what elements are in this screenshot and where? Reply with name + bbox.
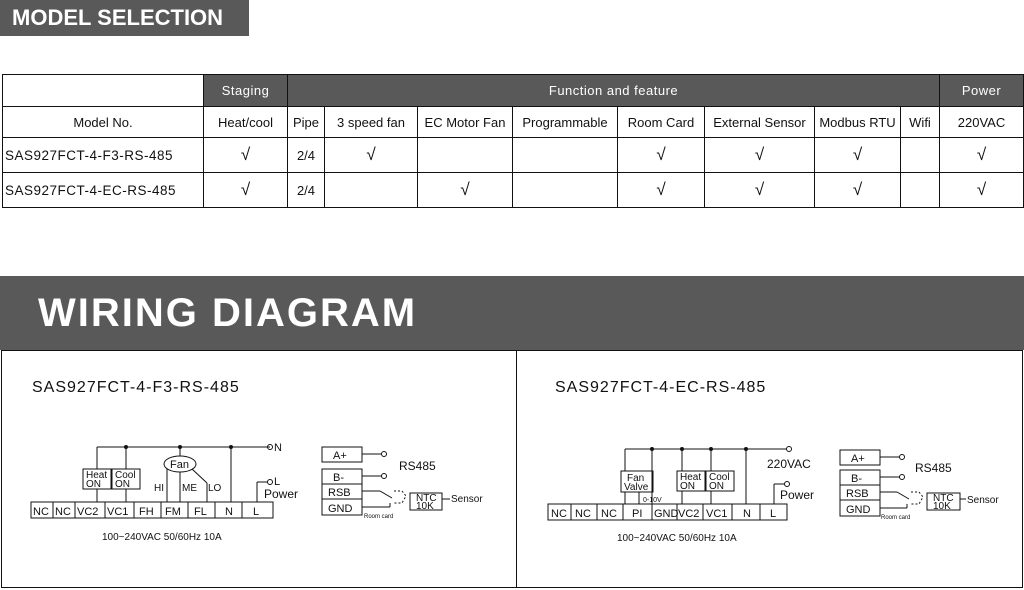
comm-terminal-label: B- bbox=[851, 473, 862, 485]
room-card-label: Room card bbox=[364, 514, 394, 520]
cool-label: Cool bbox=[709, 472, 730, 483]
terminal-label: L bbox=[770, 508, 777, 520]
wiring-diagram-banner: WIRING DIAGRAM bbox=[0, 276, 1024, 350]
terminal-label: VC2 bbox=[678, 508, 700, 520]
terminal-label: NC bbox=[33, 506, 49, 518]
column-header: Room Card bbox=[618, 107, 705, 138]
model-cell: SAS927FCT-4-EC-RS-485 bbox=[3, 173, 204, 208]
fan-valve-label: Valve bbox=[624, 482, 649, 493]
table-cell bbox=[325, 173, 418, 208]
table-cell: √ bbox=[618, 138, 705, 173]
speed-me-label: ME bbox=[182, 483, 197, 494]
table-cell: 2/4 bbox=[288, 173, 325, 208]
sensor-label: Sensor bbox=[451, 494, 483, 505]
room-card-label: Room card bbox=[881, 515, 911, 521]
wiring-panel-ec bbox=[516, 350, 1023, 588]
model-cell: SAS927FCT-4-F3-RS-485 bbox=[3, 138, 204, 173]
table-cell: √ bbox=[940, 138, 1024, 173]
table-corner bbox=[3, 75, 204, 107]
table-cell bbox=[901, 173, 940, 208]
ntc-10k-label: 10K bbox=[933, 501, 951, 512]
column-header: External Sensor bbox=[705, 107, 815, 138]
column-header: Wifi bbox=[901, 107, 940, 138]
power-label: Power bbox=[780, 488, 815, 502]
terminal-label: NC bbox=[551, 508, 567, 520]
ntc-10k-label: 10K bbox=[416, 501, 434, 512]
table-cell: √ bbox=[204, 138, 288, 173]
power-label: Power bbox=[264, 487, 299, 501]
column-header: Heat/cool bbox=[204, 107, 288, 138]
terminal-label: NC bbox=[601, 508, 617, 520]
table-cell: √ bbox=[418, 173, 513, 208]
table-cell bbox=[513, 138, 618, 173]
panel-model-title: SAS927FCT-4-EC-RS-485 bbox=[555, 379, 767, 396]
comm-terminal-label: A+ bbox=[333, 450, 347, 462]
spec-label: 100~240VAC 50/60Hz 10A bbox=[102, 532, 222, 543]
column-header: EC Motor Fan bbox=[418, 107, 513, 138]
model-no-header: Model No. bbox=[3, 107, 204, 138]
ntc-label: NTC bbox=[416, 493, 437, 504]
table-cell bbox=[901, 138, 940, 173]
terminal-label: FL bbox=[194, 506, 207, 518]
table-cell: √ bbox=[204, 173, 288, 208]
table-cell: √ bbox=[940, 173, 1024, 208]
cool-label: Cool bbox=[115, 470, 136, 481]
terminal-label: NC bbox=[55, 506, 71, 518]
heat-label: Heat bbox=[86, 470, 108, 481]
table-row bbox=[3, 173, 1024, 208]
table-cell: √ bbox=[815, 138, 901, 173]
heat-label: Heat bbox=[680, 472, 702, 483]
speed-lo-label: LO bbox=[208, 483, 222, 494]
spec-label: 100~240VAC 50/60Hz 10A bbox=[617, 533, 737, 544]
speed-hi-label: HI bbox=[154, 483, 164, 494]
range-label: 0-10V bbox=[643, 497, 662, 504]
function-feature-header: Function and feature bbox=[288, 75, 940, 107]
table-cell: 2/4 bbox=[288, 138, 325, 173]
sensor-label: Sensor bbox=[967, 495, 999, 506]
rs485-label: RS485 bbox=[399, 459, 436, 473]
fan-label: Fan bbox=[170, 459, 189, 471]
comm-terminal-label: A+ bbox=[851, 453, 865, 465]
table-row bbox=[3, 138, 1024, 173]
cool-on-label: ON bbox=[115, 479, 130, 490]
panel-model-title: SAS927FCT-4-F3-RS-485 bbox=[32, 379, 240, 396]
terminal-label: FH bbox=[139, 506, 154, 518]
terminal-label: PI bbox=[632, 508, 643, 520]
comm-terminal-label: GND bbox=[328, 503, 353, 515]
l-label: L bbox=[274, 476, 281, 488]
table-cell: √ bbox=[815, 173, 901, 208]
terminal-label: NC bbox=[575, 508, 591, 520]
heat-on-label: ON bbox=[86, 479, 101, 490]
terminal-label: N bbox=[743, 508, 751, 520]
power-header: Power bbox=[940, 75, 1024, 107]
terminal-label: GND bbox=[654, 508, 679, 520]
table-cell bbox=[418, 138, 513, 173]
model-selection-title: MODEL SELECTION bbox=[0, 0, 249, 36]
table-cell: √ bbox=[705, 138, 815, 173]
column-header: Modbus RTU bbox=[815, 107, 901, 138]
rs485-label: RS485 bbox=[915, 461, 952, 475]
vac-label: 220VAC bbox=[767, 457, 811, 471]
terminal-label: VC1 bbox=[107, 506, 129, 518]
n-label: N bbox=[274, 442, 282, 454]
terminal-label: VC1 bbox=[706, 508, 728, 520]
comm-terminal-label: B- bbox=[333, 472, 344, 484]
ntc-label: NTC bbox=[933, 493, 954, 504]
table-cell: √ bbox=[325, 138, 418, 173]
column-header: Pipe bbox=[288, 107, 325, 138]
terminal-label: FM bbox=[165, 506, 181, 518]
column-header: 3 speed fan bbox=[325, 107, 418, 138]
fan-valve-label: Fan bbox=[627, 473, 645, 484]
comm-terminal-label: GND bbox=[846, 504, 871, 516]
wiring-panel-f3 bbox=[1, 350, 517, 588]
terminal-label: VC2 bbox=[77, 506, 99, 518]
wiring-diagram-f3 bbox=[2, 351, 516, 587]
table-cell bbox=[513, 173, 618, 208]
column-header: Programmable bbox=[513, 107, 618, 138]
wiring-diagram-ec bbox=[517, 351, 1022, 587]
table-cell: √ bbox=[618, 173, 705, 208]
column-header: 220VAC bbox=[940, 107, 1024, 138]
cool-on-label: ON bbox=[709, 481, 724, 492]
staging-header: Staging bbox=[204, 75, 288, 107]
comm-terminal-label: RSB bbox=[846, 488, 869, 500]
table-cell: √ bbox=[705, 173, 815, 208]
terminal-label: N bbox=[225, 506, 233, 518]
comm-terminal-label: RSB bbox=[328, 487, 351, 499]
model-table bbox=[2, 74, 1024, 208]
heat-on-label: ON bbox=[680, 481, 695, 492]
terminal-label: L bbox=[253, 506, 260, 518]
